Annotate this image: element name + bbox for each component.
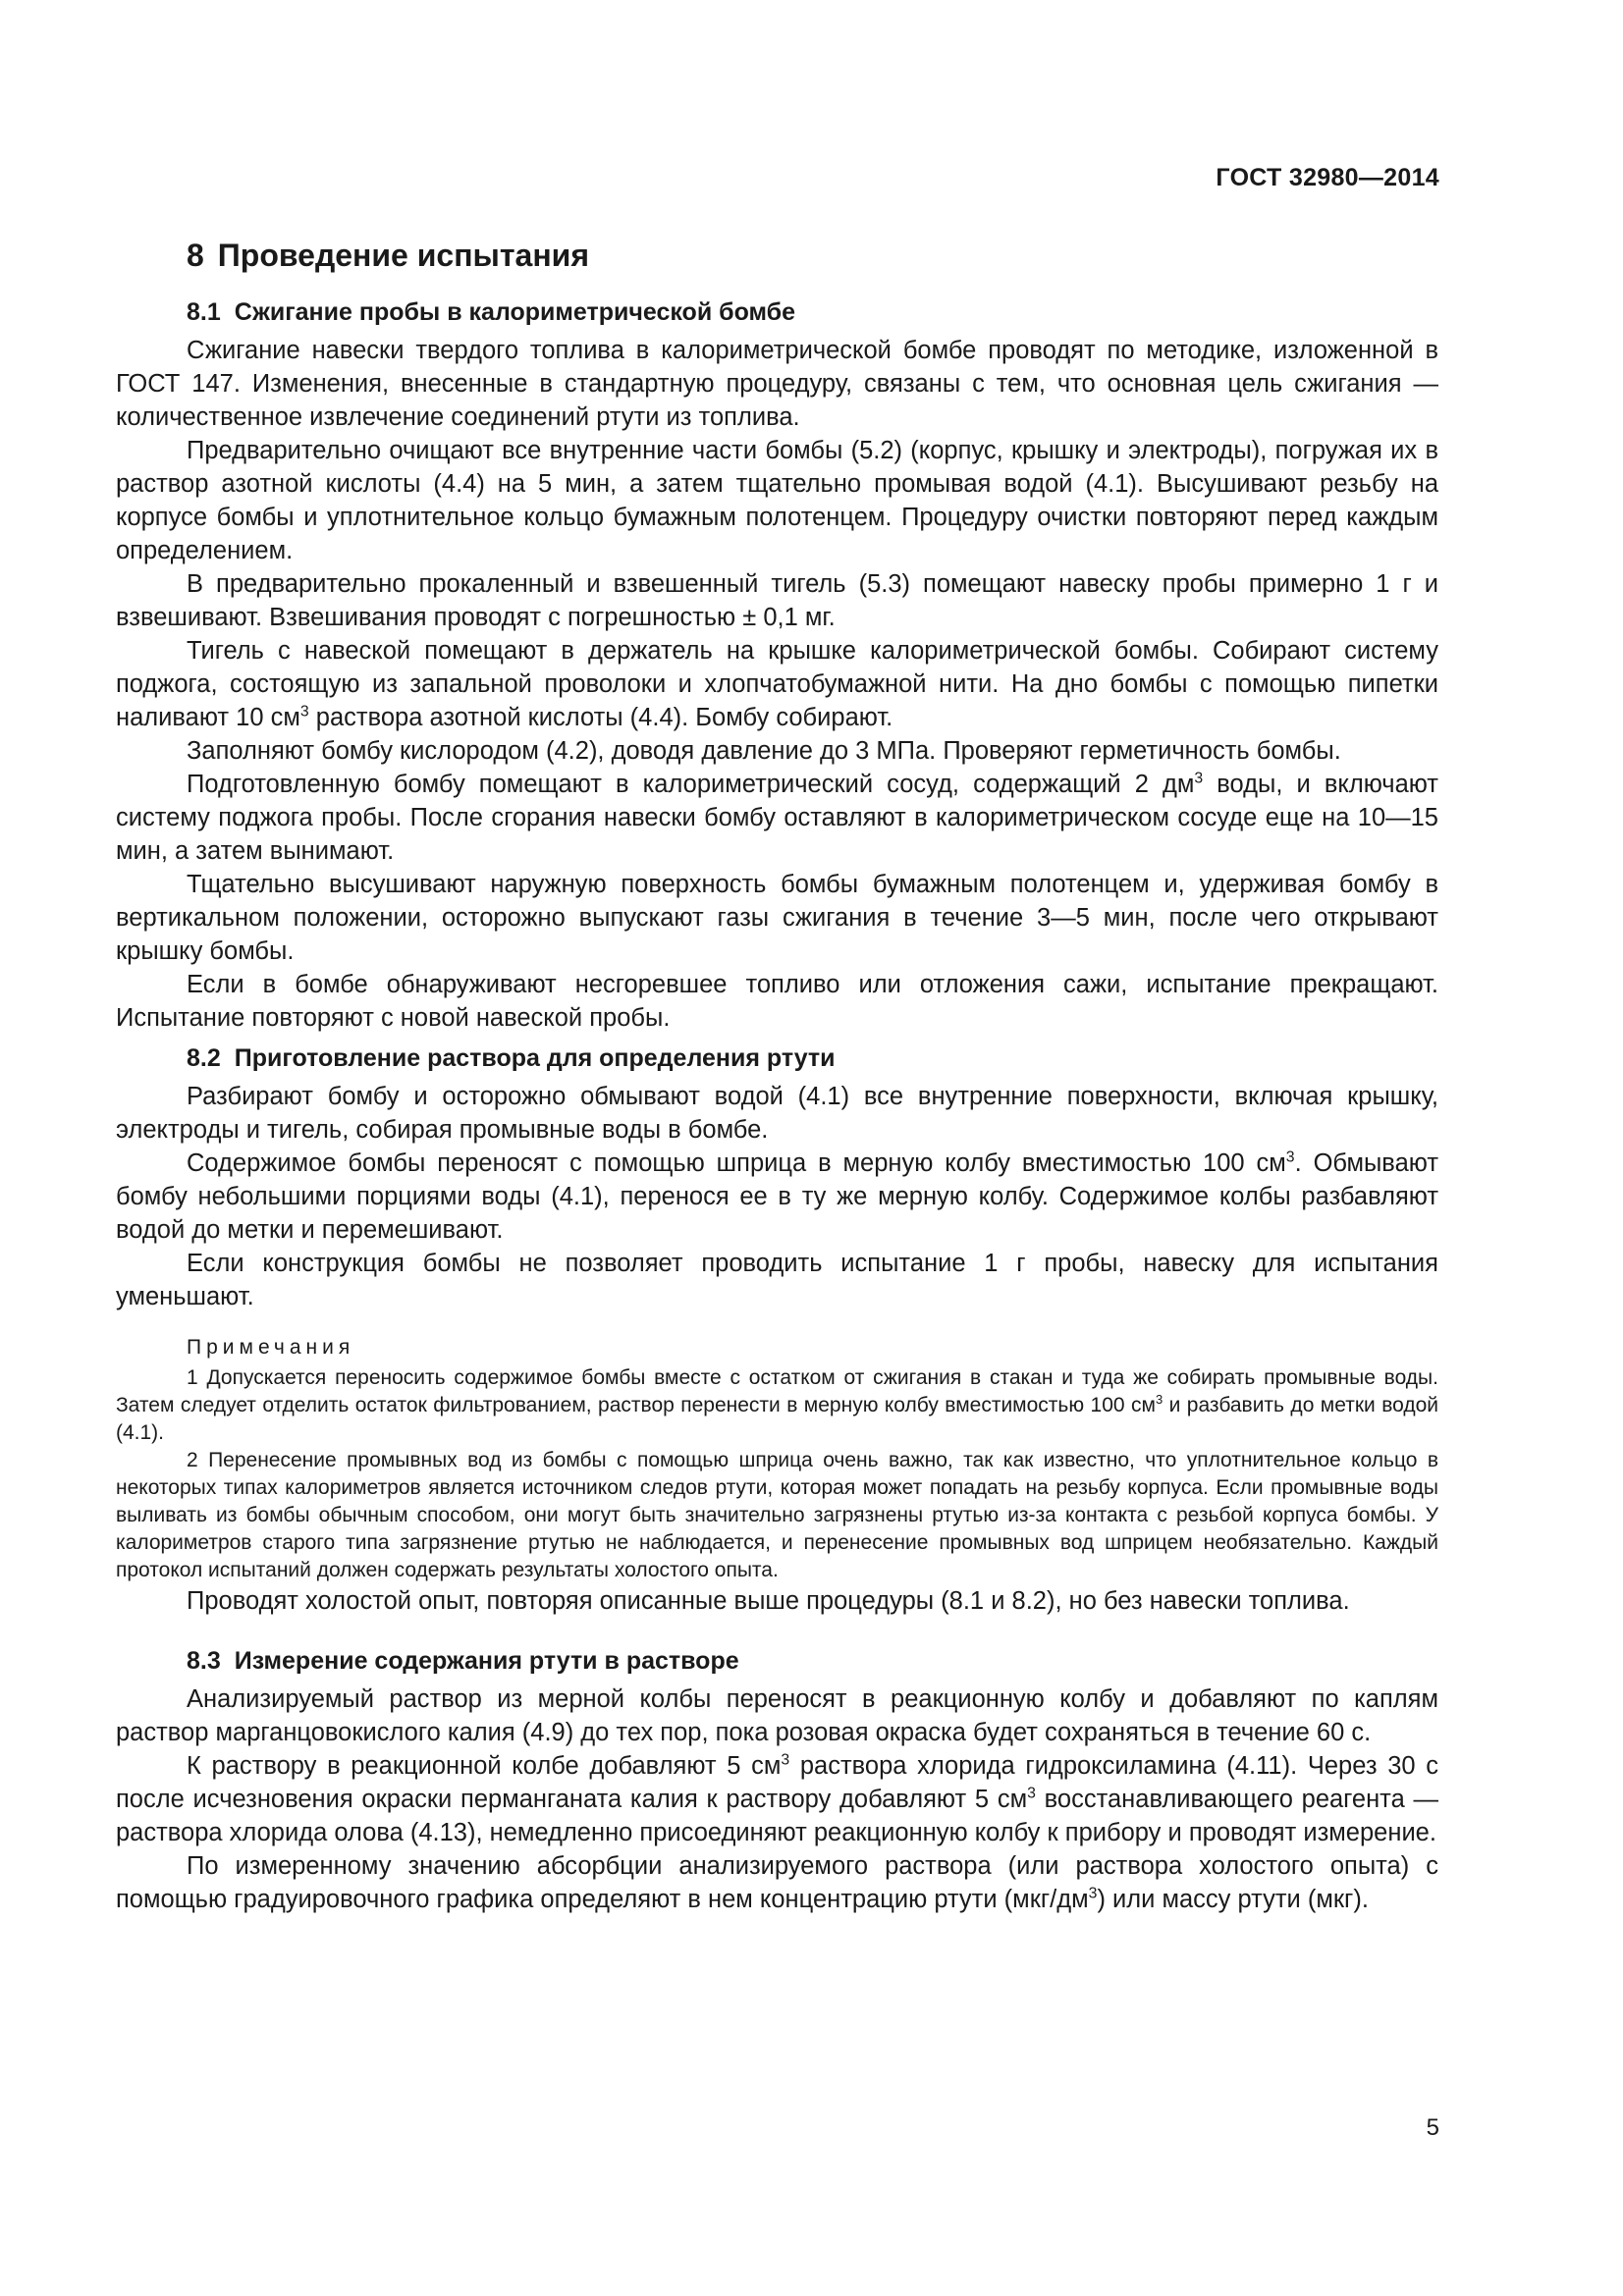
paragraph: Тщательно высушивают наружную поверхность бомбы бумажным полотенцем и, удерживая бомбу в вертикальном положении, осторожно выпускают газы сжигания в течение 3—5 мин, после чего открывают крышку бомбы.	[116, 871, 1438, 965]
section-title: Проведение испытания	[217, 238, 589, 273]
text-run: К раствору в реакционной колбе добавляют 5 см	[187, 1752, 782, 1780]
page-content	[116, 234, 1438, 1916]
text-run: воды, и включают систему поджога пробы. После сгорания навески бомбу оставляют в калориметрическом сосуде еще на 10—15 мин, а затем вынимают.	[116, 771, 1438, 865]
note: 2 Перенесение промывных вод из бомбы с помощью шприца очень важно, так как известно, что уплотнительное кольцо в некоторых типах калориметров является источником следов ртути, которая может попадать на резьбу корпуса. Если промывные воды выливать из бомбы обычным способом, они могут быть значительно загрязнены ртутью из-за контакта с резьбой корпуса бомбы. У калориметров старого типа загрязнение ртутью не наблюдается, и перенесение промывных вод шприцем необязательно. Каждый протокол испытаний должен содержать результаты холостого опыта.	[116, 1449, 1438, 1581]
paragraph	[116, 1749, 1438, 1849]
section-number: 8	[187, 238, 204, 273]
notes-heading: Примечания	[187, 1336, 355, 1359]
superscript: 3	[1088, 1885, 1098, 1902]
text-run: . Обмывают бомбу небольшими порциями воды (4.1), перенося ее в ту же мерную колбу. Содержимое колбы разбавляют водой до метки и перемешивают.	[116, 1149, 1438, 1244]
paragraph: Анализируемый раствор из мерной колбы переносят в реакционную колбу и добавляют по каплям раствор марганцовокислого калия (4.9) до тех пор, пока розовая окраска будет сохраняться в течение 60 с.	[116, 1685, 1438, 1746]
subsection-heading-8-3	[187, 1643, 1438, 1679]
page-number: 5	[1426, 2114, 1439, 2141]
text-run: Тигель с навеской помещают в держатель на крышке калориметрической бомбы. Собирают систему поджога, состоящую из запальной проволоки и хлопчатобумажной нити. На дно бомбы с помощью пипетки наливают 10 см	[116, 637, 1438, 731]
paragraph: Сжигание навески твердого топлива в калориметрической бомбе проводят по методике, изложенной в ГОСТ 147. Изменения, внесенные в стандартную процедуру, связаны с тем, что основная цель сжигания — количественное извлечение соединений ртути из топлива.	[116, 337, 1438, 431]
superscript: 3	[1027, 1785, 1036, 1802]
subsection-title: Сжигание пробы в калориметрической бомбе	[234, 298, 796, 326]
superscript: 3	[1194, 770, 1204, 787]
text-run: раствора азотной кислоты (4.4). Бомбу собирают.	[308, 704, 893, 731]
subsection-heading-8-2	[187, 1041, 1438, 1076]
text-run: восстанавливающего реагента — раствора хлорида олова (4.13), немедленно присоединяют реакционную колбу к прибору и проводят измерение.	[116, 1786, 1438, 1846]
text-run: раствора хлорида гидроксиламина (4.11). Через 30 с после исчезновения окраски перманганата калия к раствору добавляют 5 см	[116, 1752, 1438, 1813]
paragraph: Разбирают бомбу и осторожно обмывают водой (4.1) все внутренние поверхности, включая крышку, электроды и тигель, собирая промывные воды в бомбе.	[116, 1083, 1438, 1144]
text-run: ) или массу ртути (мкг).	[1097, 1886, 1369, 1913]
text-run: и разбавить до метки водой (4.1).	[116, 1394, 1439, 1444]
paragraph: Предварительно очищают все внутренние части бомбы (5.2) (корпус, крышку и электроды), погружая их в раствор азотной кислоты (4.4) на 5 мин, а затем тщательно промывая водой (4.1). Высушивают резьбу на корпусе бомбы и уплотнительное кольцо бумажным полотенцем. Процедуру очистки повторяют перед каждым определением.	[116, 437, 1438, 564]
paragraph	[116, 768, 1438, 868]
paragraph	[116, 634, 1438, 734]
subsection-title: Приготовление раствора для определения ртути	[234, 1044, 836, 1072]
subsection-number: 8.1	[187, 298, 221, 326]
paragraph: В предварительно прокаленный и взвешенный тигель (5.3) помещают навеску пробы примерно 1 г и взвешивают. Взвешивания проводят с погрешностью ± 0,1 мг.	[116, 570, 1438, 631]
superscript: 3	[1155, 1392, 1163, 1407]
superscript: 3	[299, 703, 309, 721]
subsection-title: Измерение содержания ртути в растворе	[234, 1647, 739, 1675]
superscript: 3	[1285, 1148, 1295, 1166]
paragraph: Если конструкция бомбы не позволяет проводить испытание 1 г пробы, навеску для испытания уменьшают.	[116, 1250, 1438, 1310]
text-run: По измеренному значению абсорбции анализируемого раствора (или раствора холостого опыта) с помощью градуировочного графика определяют в нем концентрацию ртути (мкг/дм	[116, 1852, 1438, 1913]
paragraph: Заполняют бомбу кислородом (4.2), доводя давление до 3 МПа. Проверяют герметичность бомбы.	[187, 737, 1341, 765]
standard-number-header: ГОСТ 32980—2014	[1216, 164, 1439, 191]
section-heading	[187, 234, 1438, 277]
paragraph	[116, 1849, 1438, 1916]
text-run: Подготовленную бомбу помещают в калориметрический сосуд, содержащий 2 дм	[187, 771, 1195, 798]
paragraph	[116, 1147, 1438, 1247]
note	[116, 1364, 1438, 1447]
paragraph: Проводят холостой опыт, повторяя описанные выше процедуры (8.1 и 8.2), но без навески топлива.	[187, 1587, 1350, 1615]
text-run: Содержимое бомбы переносят с помощью шприца в мерную колбу вместимостью 100 см	[187, 1149, 1286, 1177]
subsection-number: 8.3	[187, 1647, 221, 1675]
paragraph: Если в бомбе обнаруживают несгоревшее топливо или отложения сажи, испытание прекращают. Испытание повторяют с новой навеской пробы.	[116, 971, 1438, 1032]
text-run: 1 Допускается переносить содержимое бомбы вместе с остатком от сжигания в стакан и туда же собирать промывные воды. Затем следует отделить остаток фильтрованием, раствор перенести в мерную колбу вместимостью 100 см	[116, 1366, 1438, 1416]
subsection-heading-8-1	[187, 294, 1438, 330]
superscript: 3	[781, 1751, 790, 1769]
subsection-number: 8.2	[187, 1044, 221, 1072]
